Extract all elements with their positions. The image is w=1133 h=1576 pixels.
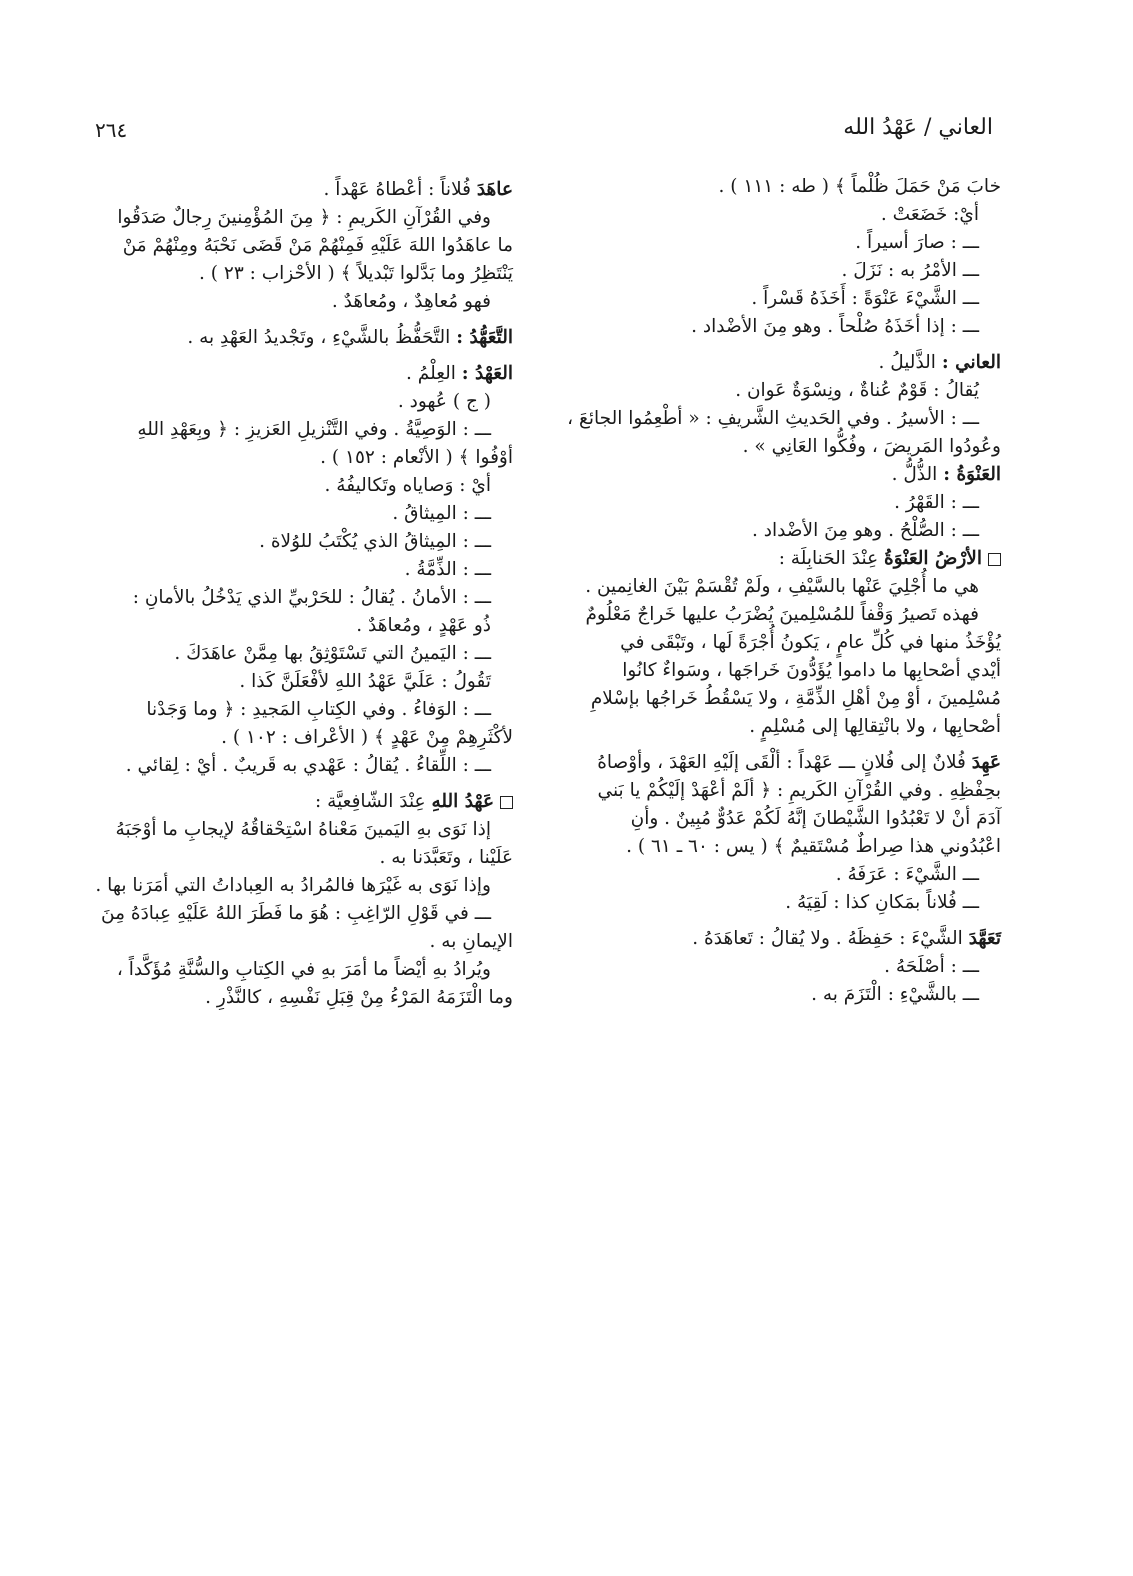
square-bullet-icon	[988, 553, 1001, 566]
headword: العاني :	[941, 352, 1001, 373]
text-line: يُقالُ : قَوْمٌ عُناةٌ ، ونِسْوَةٌ عَوان .	[735, 380, 979, 401]
definition-text: التَّحَفُّظُ بالشَّيْءِ ، وتَجْديدُ العَهْدِ به .	[187, 327, 457, 348]
text-line: هي ما أُجْلِيَ عَنْها بالسَّيْفِ ، ولَمْ تُقْسَمْ بَيْنَ الغانِمين .	[585, 576, 979, 597]
paragraph-gap	[71, 352, 513, 360]
text-line: فهو مُعاهِدٌ ، ومُعاهَدٌ .	[331, 291, 491, 312]
text-line: ويُرادُ بهِ أيْضاً ما أمَرَ بهِ في الكِتابِ والسُّنَّةِ مُؤَكَّداً ،	[116, 959, 491, 980]
text-line: ـــ الشَّيْءَ : عَرَفَهُ .	[835, 864, 979, 885]
paragraph-gap	[71, 316, 513, 324]
text-line: ـــ الأمْرُ به : نَزَلَ .	[841, 260, 979, 281]
text-line: ـــ : صارَ أسيراً .	[855, 232, 979, 253]
square-bullet-icon	[500, 796, 513, 809]
text-line: أصْحابِها ، ولا بانْتِقالِها إلى مُسْلِمٍ .	[749, 716, 1001, 737]
text-line: آدَمَ أنْ لا تَعْبُدُوا الشَّيْطانَ إنَّهُ لَكُمْ عَدُوٌّ مُبِينٌ . وأنِ	[630, 808, 1001, 829]
entry-headword-line	[571, 925, 1001, 953]
entry-headword-line	[71, 176, 513, 204]
definition-text: عِنْدَ الحَنابِلَة :	[778, 548, 885, 569]
entry-headword-line	[71, 360, 513, 388]
paragraph-gap	[571, 741, 1001, 749]
text-line: ما عاهَدُوا اللهَ عَلَيْهِ فَمِنْهُمْ مَنْ قَضَى نَحْبَهُ ومِنْهُمْ مَنْ	[122, 235, 513, 256]
text-line: الإيمانِ به .	[429, 931, 513, 952]
definition-text: العِلْمُ .	[406, 363, 462, 384]
text-line: إذا نَوَى بهِ اليَمينَ مَعْناهُ اسْتِحْقاقُهُ لإيجابِ ما أوْجَبَهُ	[115, 819, 491, 840]
text-line: تَقُولُ : عَلَيَّ عَهْدُ اللهِ لأفْعَلَنَّ كَذا .	[239, 671, 491, 692]
left-column	[71, 176, 513, 1012]
text-line: يَنْتَظِرُ وما بَدَّلوا تَبْديلاً ﴾ ( الأحْزاب : ٢٣ ) .	[199, 263, 513, 284]
entry-headword-line	[571, 349, 1001, 377]
paragraph-gap	[571, 341, 1001, 349]
text-line: وفي القُرْآنِ الكَريمِ : ﴿ مِنَ المُؤْمِنينَ رِجالٌ صَدَقُوا	[117, 207, 491, 228]
definition-text: فُلانٌ إلى فُلانٍ ـــ عَهْداً : ألْقَى إلَيْهِ العَهْدَ ، وأوْصاهُ	[597, 752, 972, 773]
page-number: ٢٦٤	[95, 118, 128, 142]
text-line: ـــ : أصْلَحَهُ .	[884, 956, 979, 977]
text-line: ـــ فُلاناً بمَكانِ كذا : لَقِيَهُ .	[785, 892, 979, 913]
text-line: فهذه تَصيرُ وَقْفاً للمُسْلِمينَ يُضْرَبُ عليها خَراجٌ مَعْلُومٌ	[585, 604, 979, 625]
paragraph-gap	[571, 917, 1001, 925]
text-line: ـــ : الوَصِيَّةُ . وفي التَّنْزيلِ العَزيزِ : ﴿ وبِعَهْدِ اللهِ	[137, 419, 491, 440]
text-line: ـــ : اللِّقاءُ . يُقالُ : عَهْدي به قَريبٌ . أيْ : لِقائي .	[125, 755, 491, 776]
text-line: ـــ الشَّيْءَ عَنْوَةً : أَخَذَهُ قَسْراً .	[751, 288, 979, 309]
text-line: ـــ : المِيثاقُ الذي يُكْتَبُ للوُلاة .	[259, 531, 491, 552]
text-line: مُسْلِمينَ ، أوْ مِنْ أهْلِ الذِّمَّةِ ، ولا يَسْقُطُ خَراجُها بإسْلامِ	[590, 688, 1001, 709]
definition-text: الذَّليلُ .	[878, 352, 942, 373]
text-line: اعْبُدُوني هذا صِراطٌ مُسْتَقيمٌ ﴾ ( يس : ٦٠ ـ ٦١ ) .	[626, 836, 1001, 857]
definition-text: الشَّيْءَ : حَفِظَهُ . ولا يُقالُ : تَعاهَدَهُ .	[692, 928, 969, 949]
text-line: ذُو عَهْدٍ ، ومُعاهَدٌ .	[356, 615, 491, 636]
headword: تَعَهَّدَ	[968, 928, 1001, 949]
definition-text: فُلاناً : أعْطاهُ عَهْداً .	[323, 179, 477, 200]
text-line: أيْ : وَصاياه وتَكاليفُهُ .	[324, 475, 491, 496]
paragraph-gap	[71, 780, 513, 788]
text-line: وما الْتَزَمَهُ المَرْءُ مِنْ قِبَلِ نَفْسِهِ ، كالنَّذْرِ .	[205, 987, 513, 1008]
text-line: وإذا نَوَى به غَيْرَها فالمُرادُ به العِباداتُ التي أمَرَنا بها .	[95, 875, 491, 896]
text-line: ـــ بالشَّيْءِ : الْتَزَمَ به .	[811, 984, 979, 1005]
text-line: ـــ : إذا أخَذَهُ صُلْحاً . وهو مِنَ الأضْداد .	[691, 316, 979, 337]
text-line: وعُودُوا المَريضَ ، وفُكُّوا العَانِي » .	[742, 436, 1001, 457]
text-line: يُؤْخَذُ منها في كُلِّ عامٍ ، يَكونُ أُجْرَةً لَها ، وتَبْقَى في	[620, 632, 1001, 653]
text-line: ـــ : الذِّمَّةُ .	[404, 559, 491, 580]
headword: عاهَدَ	[476, 179, 513, 200]
text-line: أيْدي أصْحابِها ما داموا يُؤَدُّونَ خَراجَها ، وسَواءٌ كانُوا	[622, 660, 1001, 681]
text-line: بحِفْظِهِ . وفي القُرْآنِ الكَريمِ : ﴿ ألَمْ أعْهَدْ إلَيْكُمْ يا بَني	[597, 780, 1001, 801]
headword: العَنْوَةُ :	[943, 464, 1001, 485]
headword: الأرْضُ العَنْوَةُ	[884, 548, 982, 569]
headword: عَهْدُ اللهِ	[431, 791, 494, 812]
text-line: عَلَيْنا ، وتَعَبَّدَنا به .	[379, 847, 513, 868]
text-line: لأكْثَرِهِمْ مِنْ عَهْدٍ ﴾ ( الأعْراف : ١٠٢ ) .	[221, 727, 513, 748]
text-line: ـــ : المِيثاقُ .	[392, 503, 491, 524]
running-header-title: العاني / عَهْدُ الله	[843, 115, 993, 140]
text-line: ـــ : الأمانُ . يُقالُ : للحَرْبيِّ الذي يَدْخُلُ بالأمانِ :	[132, 587, 491, 608]
right-column	[567, 173, 1001, 1009]
entry-headword-line	[571, 749, 1001, 777]
text-line: ـــ : اليَمينُ التي تَسْتَوْثِقُ بها مِمَّنْ عاهَدَكَ .	[174, 643, 491, 664]
text-line: ـــ : الوَفاءُ . وفي الكِتابِ المَجيدِ : ﴿ وما وَجَدْنا	[146, 699, 491, 720]
entry-headword-line	[571, 461, 1001, 489]
text-line: ( ج ) عُهود .	[397, 391, 491, 412]
text-line: خابَ مَنْ حَمَلَ ظُلْماً ﴾ ( طه : ١١١ ) .	[718, 176, 1001, 197]
headword: عَهِدَ	[971, 752, 1001, 773]
definition-text: عِنْدَ الشّافِعيَّة :	[315, 791, 432, 812]
text-line: ـــ : الأسيرُ . وفي الحَديثِ الشَّريفِ : « أطْعِمُوا الجائعَ ،	[567, 408, 979, 429]
headword: التَّعَهُّدُ :	[456, 327, 513, 348]
text-line: ـــ : الصُّلْحُ . وهو مِنَ الأضْداد .	[751, 520, 979, 541]
definition-text: الذُّلُّ .	[891, 464, 944, 485]
entry-headword-line	[71, 324, 513, 352]
text-line: ـــ في قَوْلِ الرّاغِبِ : هُوَ ما فَطَرَ اللهُ عَلَيْهِ عِبادَهُ مِنَ	[101, 903, 491, 924]
text-line: أوْفُوا ﴾ ( الأنْعام : ١٥٢ ) .	[320, 447, 513, 468]
text-line: ـــ : القَهْرُ .	[894, 492, 979, 513]
text-line: أيْ: خَضَعَتْ .	[880, 204, 979, 225]
boxed-entry-line	[571, 545, 1001, 573]
headword: العَهْدُ :	[461, 363, 513, 384]
boxed-entry-line	[71, 788, 513, 816]
